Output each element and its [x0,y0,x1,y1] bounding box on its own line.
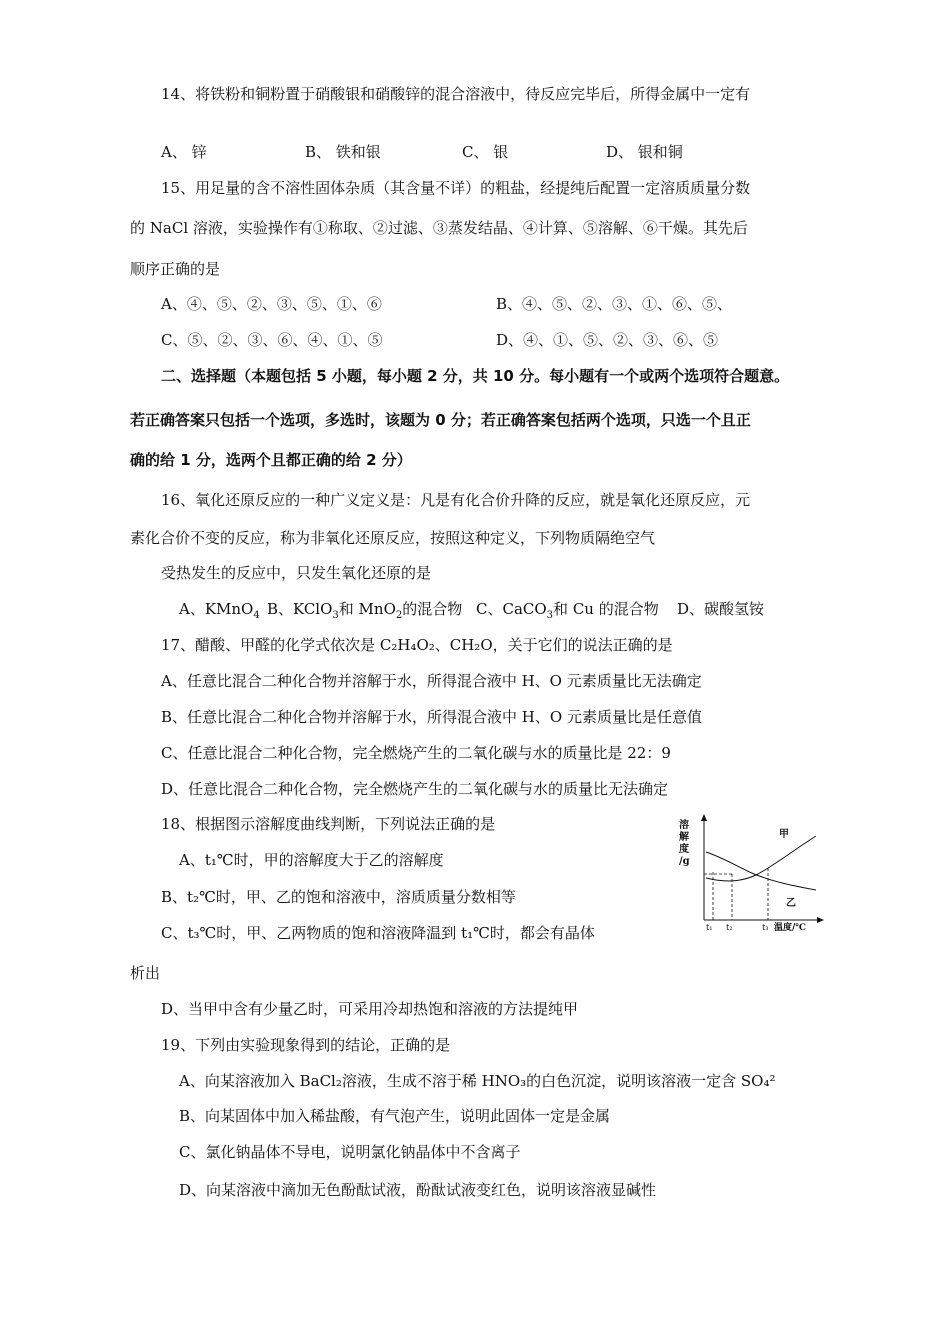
q15-option-c: C、⑤、②、③、⑥、④、①、⑤ [161,331,383,349]
q19-option-b: B、向某固体中加入稀盐酸，有气泡产生，说明此固体一定是金属 [179,1107,611,1125]
q18-option-c: C、t₃℃时，甲、乙两物质的饱和溶液降温到 t₁℃时，都会有晶体 [161,924,595,942]
y-axis-label-4: /g [679,856,690,867]
y-axis-label-2: 解 [679,832,689,843]
q17-option-a: A、任意比混合二种化合物并溶解于水，所得混合液中 H、O 元素质量比无法确定 [161,672,702,690]
q14-option-a: A、 锌 [161,143,207,161]
section2-heading-line1: 二、选择题（本题包括 5 小题，每小题 2 分，共 10 分。每小题有一个或两个选项符合题意。 [161,367,790,385]
q17-option-c: C、任意比混合二种化合物，完全燃烧产生的二氧化碳与水的质量比是 22：9 [161,744,671,762]
q15-option-b: B、④、⑤、②、③、①、⑥、⑤、 [496,295,733,313]
q16-option-b: B、KClO$_3$和 MnO$_2$的混合物 [267,600,463,621]
x-tick-t2: t₂ [726,923,733,932]
x-tick-t1: t₁ [706,923,713,932]
q16-option-d: D、碳酸氢铵 [677,600,765,618]
q16-option-c: C、CaCO$_3$和 Cu 的混合物 [476,600,659,621]
q14-option-d: D、 银和铜 [606,143,683,161]
q17-option-d: D、任意比混合二种化合物，完全燃烧产生的二氧化碳与水的质量比无法确定 [161,780,669,798]
q18-option-c-cont: 析出 [130,964,161,982]
q14-stem: 14、将铁粉和铜粉置于硝酸银和硝酸锌的混合溶液中，待反应完毕后，所得金属中一定有 [161,85,751,103]
q19-option-d: D、向某溶液中滴加无色酚酞试液，酚酞试液变红色，说明该溶液显碱性 [179,1181,657,1199]
series-yi-label: 乙 [786,898,796,909]
series-yi-curve [706,852,816,890]
q19-stem: 19、下列由实验现象得到的结论，正确的是 [161,1036,451,1054]
solubility-chart [676,812,826,936]
x-axis-arrow [817,917,824,923]
q18-option-a: A、t₁℃时，甲的溶解度大于乙的溶解度 [179,851,444,869]
q17-option-b: B、任意比混合二种化合物并溶解于水，所得混合液中 H、O 元素质量比是任意值 [161,708,702,726]
q17-stem: 17、醋酸、甲醛的化学式依次是 C₂H₄O₂、CH₂O，关于它们的说法正确的是 [161,636,673,654]
q16-stem-line1: 16、氧化还原反应的一种广义定义是：凡是有化合价升降的反应，就是氧化还原反应，元 [161,491,751,509]
x-tick-t3: t₃ [762,923,769,932]
q19-option-a: A、向某溶液加入 BaCl₂溶液，生成不溶于稀 HNO₃的白色沉淀，说明该溶液一定含 SO₄² [179,1072,776,1090]
q15-stem-line1: 15、用足量的含不溶性固体杂质（其含量不详）的粗盐，经提纯后配置一定溶质质量分数 [161,179,751,197]
q16-stem-line2: 素化合价不变的反应，称为非氧化还原反应，按照这种定义，下列物质隔绝空气 [130,529,656,547]
section2-heading-line2: 若正确答案只包括一个选项，多选时，该题为 0 分；若正确答案包括两个选项，只选一个且正 [130,411,751,429]
section2-heading-line3: 确的给 1 分，选两个且都正确的给 2 分） [130,451,412,469]
q15-stem-line3: 顺序正确的是 [130,260,221,278]
q18-option-b: B、t₂℃时，甲、乙的饱和溶液中，溶质质量分数相等 [161,888,516,906]
q15-option-a: A、④、⑤、②、③、⑤、①、⑥ [161,295,382,313]
series-jia-label: 甲 [779,829,789,840]
y-axis-arrow [701,814,707,821]
q18-stem: 18、根据图示溶解度曲线判断，下列说法正确的是 [161,815,496,833]
q18-option-d: D、当甲中含有少量乙时，可采用冷却热饱和溶液的方法提纯甲 [161,1000,579,1018]
q16-option-a: A、KMnO$_4$ [179,600,260,621]
q16-stem-line3: 受热发生的反应中，只发生氧化还原的是 [161,564,432,582]
q19-option-c: C、氯化钠晶体不导电，说明氯化钠晶体中不含离子 [179,1143,521,1161]
y-axis-label-3: 度 [679,844,689,855]
q14-option-b: B、 铁和银 [305,143,381,161]
y-axis-label-1: 溶 [679,820,689,831]
q15-stem-line2: 的 NaCl 溶液，实验操作有①称取、②过滤、③蒸发结晶、④计算、⑤溶解、⑥干燥。其先后 [130,219,748,237]
x-axis-label: 温度/℃ [774,923,807,933]
q14-option-c: C、 银 [462,143,509,161]
q15-option-d: D、④、①、⑤、②、③、⑥、⑤ [496,331,719,349]
